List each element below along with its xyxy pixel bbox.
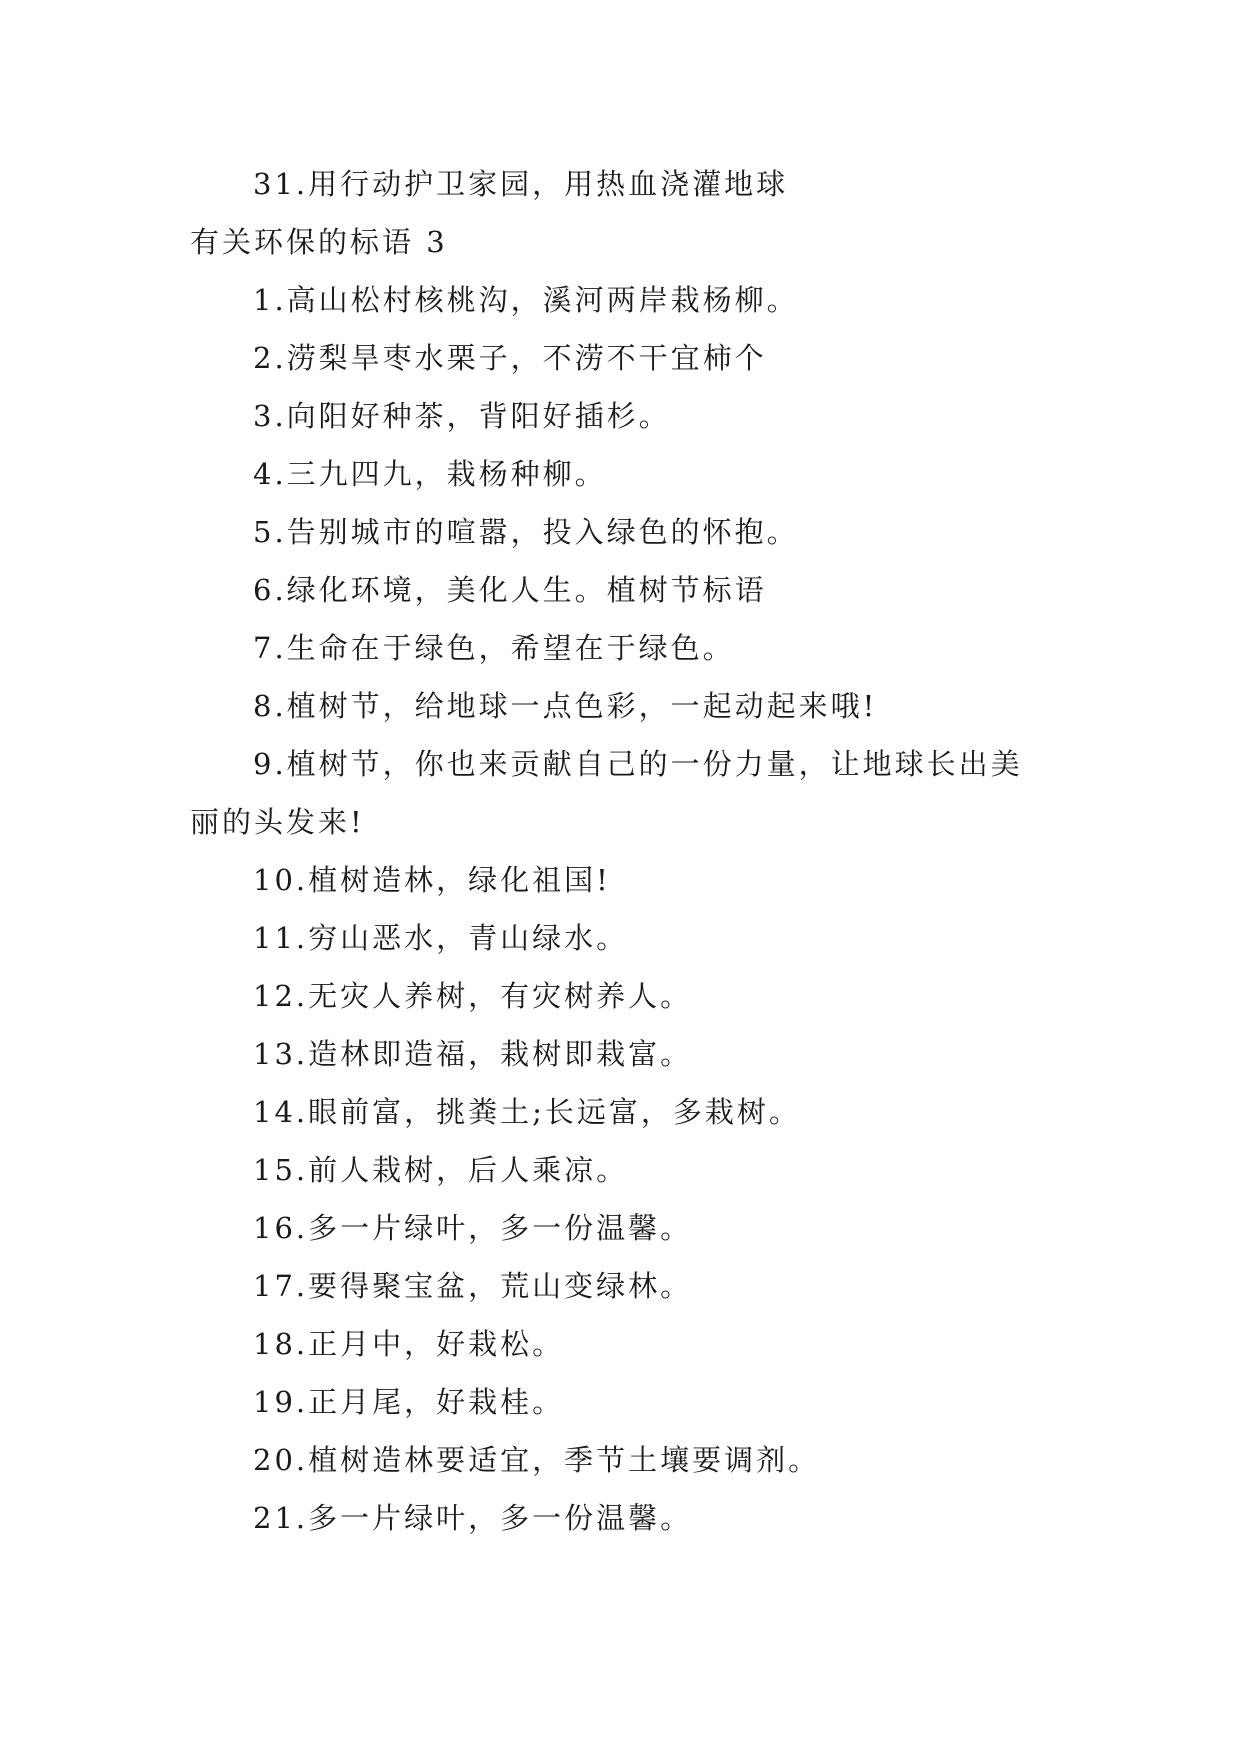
list-item: 3.向阳好种茶，背阳好插杉。 [253,399,671,433]
list-item: 15.前人栽树，后人乘凉。 [253,1153,629,1187]
list-item: 17.要得聚宝盆，荒山变绿林。 [253,1269,693,1303]
list-item: 20.植树造林要适宜，季节土壤要调剂。 [253,1443,821,1477]
list-item: 12.无灾人养树，有灾树养人。 [253,979,693,1013]
list-item: 8.植树节，给地球一点色彩，一起动起来哦! [253,689,878,723]
list-item: 19.正月尾，好栽桂。 [253,1385,565,1419]
section-title: 有关环保的标语 3 [190,225,448,259]
list-item: 10.植树造林，绿化祖国! [253,863,611,897]
list-item: 4.三九四九，栽杨种柳。 [253,457,607,491]
list-item: 18.正月中，好栽松。 [253,1327,565,1361]
list-item: 31.用行动护卫家园，用热血浇灌地球 [253,167,789,201]
list-item: 5.告别城市的喧嚣，投入绿色的怀抱。 [253,515,799,549]
list-item: 21.多一片绿叶，多一份温馨。 [253,1501,693,1535]
list-item: 9.植树节，你也来贡献自己的一份力量，让地球长出美 [253,747,1023,781]
list-item: 2.涝梨旱枣水栗子，不涝不干宜柿个 [253,341,767,375]
list-item-continuation: 丽的头发来! [190,805,365,839]
list-item: 11.穷山恶水，青山绿水。 [253,921,629,955]
list-item: 7.生命在于绿色，希望在于绿色。 [253,631,735,665]
list-item: 1.高山松村核桃沟，溪河两岸栽杨柳。 [253,283,799,317]
list-item: 6.绿化环境，美化人生。植树节标语 [253,573,767,607]
list-item: 13.造林即造福，栽树即栽富。 [253,1037,693,1071]
list-item: 16.多一片绿叶，多一份温馨。 [253,1211,693,1245]
list-item: 14.眼前富，挑粪土;长远富，多栽树。 [253,1095,801,1129]
